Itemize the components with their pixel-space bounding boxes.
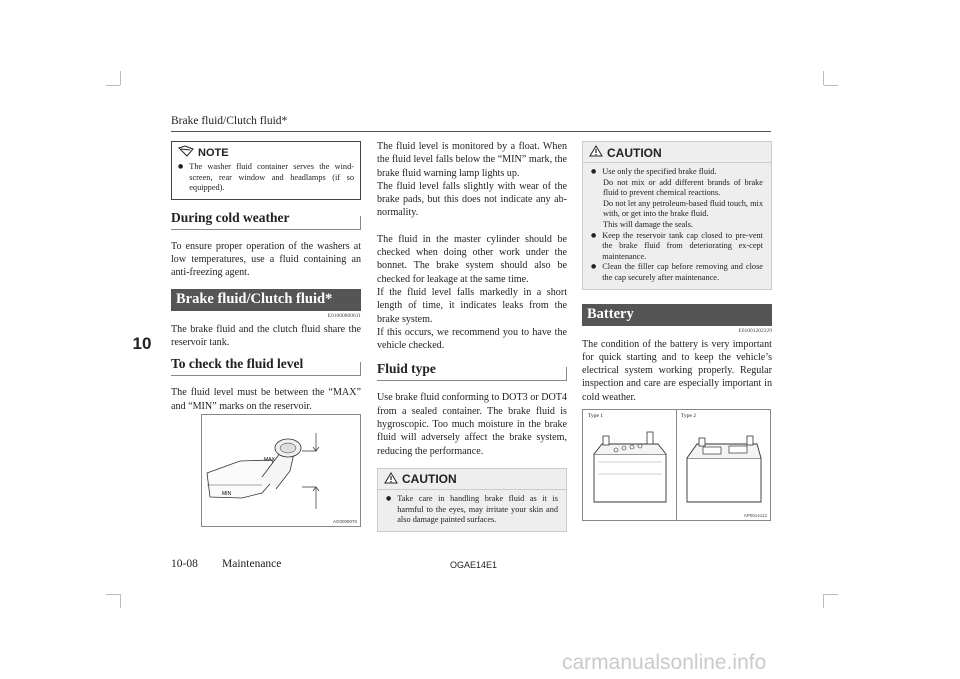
crop-mark bbox=[106, 594, 120, 595]
wear-text: The fluid level falls slightly with wear of the brake pads, but this does not indicate any ab-normality. bbox=[377, 180, 567, 219]
battery-type-1-icon bbox=[588, 426, 672, 508]
bullet-icon: ● bbox=[386, 494, 392, 502]
crop-mark bbox=[120, 594, 121, 608]
caution-subline: Do not let any petroleum-based fluid touch, mix with, or get into the brake fluid. bbox=[603, 198, 763, 219]
column-2 bbox=[377, 140, 567, 532]
footer-section: Maintenance bbox=[222, 558, 282, 570]
caution-bullet-text: Take care in handling brake fluid as it is harmful to the eyes, may irritate your skin and also damage painted surfaces. bbox=[397, 493, 558, 525]
crop-mark bbox=[824, 85, 838, 86]
type-2-label: Type 2 bbox=[681, 413, 697, 419]
crop-mark bbox=[824, 594, 838, 595]
note-bullet bbox=[178, 162, 354, 194]
reservoir-illustration bbox=[202, 415, 360, 526]
battery-type-2-icon bbox=[681, 426, 767, 508]
crop-mark bbox=[823, 71, 824, 85]
column-3 bbox=[582, 141, 772, 404]
heading-fluid-type: Fluid type bbox=[377, 361, 567, 381]
caution-subline: This will damage the seals. bbox=[603, 219, 694, 229]
reservoir-figure bbox=[201, 414, 361, 527]
heading-cold-weather: During cold weather bbox=[171, 210, 361, 230]
section-title-brake-fluid: Brake fluid/Clutch fluid* bbox=[171, 289, 361, 311]
header-rule bbox=[171, 131, 771, 132]
caution-bullet bbox=[591, 262, 763, 283]
type-1-label: Type 1 bbox=[588, 413, 604, 419]
caution-bullet bbox=[591, 167, 763, 178]
battery-text: The condition of the battery is very important for quick starting and to keep the vehicle’s electrical system working properly. Regular inspection and care are especially important in cold weather. bbox=[582, 338, 772, 403]
section-title-battery: Battery bbox=[582, 304, 772, 326]
figure-divider bbox=[676, 410, 677, 520]
caution-label: CAUTION bbox=[402, 472, 457, 487]
watermark: carmanualsonline.info bbox=[562, 651, 767, 674]
page-number: 10-08 bbox=[171, 558, 198, 570]
caution-body bbox=[583, 163, 771, 289]
bullet-icon: ● bbox=[591, 263, 597, 271]
bullet-icon: ● bbox=[591, 231, 597, 239]
warning-triangle-icon bbox=[589, 145, 603, 160]
bullet-icon: ● bbox=[178, 163, 184, 170]
master-cylinder-text: The fluid in the master cylinder should be checked when doing other work under the bonnet. The brake system should also be checked for leakage at the same time. bbox=[377, 233, 567, 285]
min-mark-label: MIN bbox=[222, 491, 232, 497]
fluid-type-text: Use brake fluid conforming to DOT3 or DOT4 from a sealed container. The brake fluid is hygroscopic. Too much moisture in the brake fluid will adversely affect the brake system, reducing the performance. bbox=[377, 392, 567, 457]
document-code: OGAE14E1 bbox=[450, 560, 498, 570]
brake-fluid-text: The brake fluid and the clutch fluid share the reservoir tank. bbox=[171, 323, 361, 348]
warning-triangle-icon bbox=[384, 472, 398, 487]
caution-box-brake-fluid bbox=[377, 468, 567, 532]
note-bullet-text: The washer fluid container serves the wind-screen, rear window and headlamps (if so equipped). bbox=[189, 162, 354, 193]
bullet-icon: ● bbox=[591, 168, 597, 175]
note-header bbox=[178, 145, 354, 160]
caution-bullet bbox=[591, 231, 763, 263]
caution-bullet bbox=[386, 494, 558, 526]
note-box bbox=[171, 141, 361, 200]
crop-mark bbox=[106, 85, 120, 86]
heading-check-fluid-level: To check the fluid level bbox=[171, 356, 361, 376]
caution-subline: Do not mix or add different brands of brake fluid to prevent chemical reactions. bbox=[603, 177, 763, 198]
caution-label: CAUTION bbox=[607, 145, 662, 160]
battery-figure bbox=[582, 409, 771, 521]
note-label: NOTE bbox=[198, 146, 229, 159]
check-fluid-text: The fluid level must be between the “MAX” and “MIN” marks on the reservoir. bbox=[171, 387, 361, 412]
caution-bullet-text: Use only the specified brake fluid. bbox=[602, 167, 717, 176]
note-icon bbox=[178, 145, 194, 160]
check-vehicle-text: If this occurs, we recommend you to have the vehicle checked. bbox=[377, 326, 567, 352]
figure-code: AP0014112 bbox=[743, 513, 767, 518]
caution-box-brake-handling bbox=[582, 141, 772, 290]
caution-bullet-text: Keep the reservoir tank cap closed to pre-vent the brake fluid from deteriorating ex-cept maintenance. bbox=[602, 230, 763, 261]
section-code: E01000800611 bbox=[327, 312, 361, 319]
column-1 bbox=[171, 141, 361, 413]
caution-header bbox=[378, 469, 566, 490]
caution-header bbox=[583, 142, 771, 163]
cold-weather-text: To ensure proper operation of the washers at low temperatures, use a fluid containing an anti-freezing agent. bbox=[171, 240, 361, 279]
leak-text: If the fluid level falls markedly in a short length of time, it indicates leaks from the brake system. bbox=[377, 286, 567, 325]
running-header: Brake fluid/Clutch fluid* bbox=[171, 115, 288, 127]
crop-mark bbox=[823, 594, 824, 608]
chapter-tab: 10 bbox=[128, 332, 156, 356]
figure-code: AG0009070 bbox=[332, 519, 357, 524]
crop-mark bbox=[120, 71, 121, 85]
caution-body bbox=[378, 490, 566, 531]
caution-bullet-text: Clean the filler cap before removing and close the cap securely after maintenance. bbox=[602, 262, 763, 282]
section-code: E01001202229 bbox=[738, 327, 772, 334]
max-mark-label: MAX bbox=[264, 457, 275, 463]
float-text: The fluid level is monitored by a float. When the fluid level falls below the “MIN” mark, the brake fluid warning lamp lights up. bbox=[377, 141, 567, 179]
